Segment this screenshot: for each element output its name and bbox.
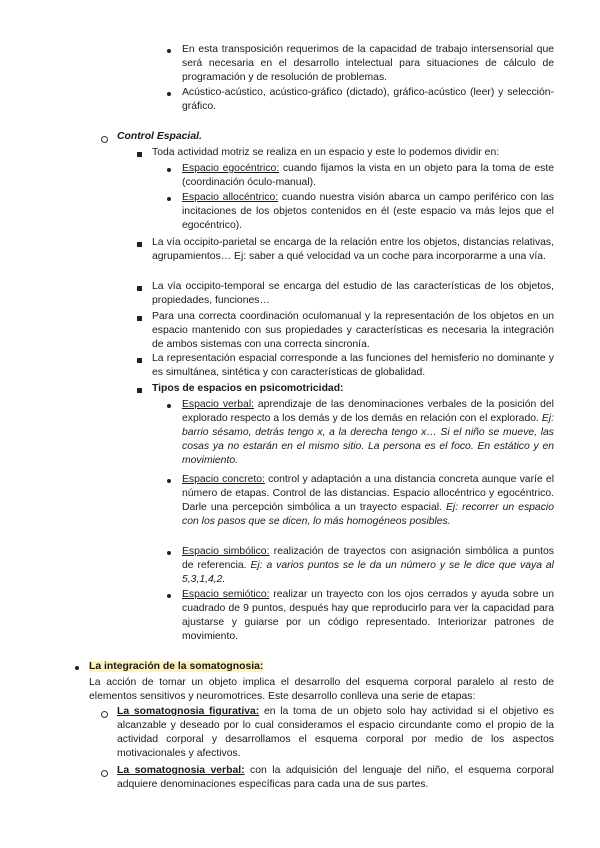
paragraph: La acción de tomar un objeto implica el desarrollo del esquema corporal paralelo al resto de elementos sensitivos y neuromotrices. Este desarrollo conlleva una serie de etapas: — [89, 677, 554, 702]
bullet-dot-icon — [167, 197, 171, 201]
bullet-dot-icon — [167, 168, 171, 172]
bullet-dot-icon — [167, 551, 171, 555]
list-item: Espacio semiótico: realizar un trayecto con los ojos cerrados y ayuda sobre un cuadrado de 9 puntos, después hay que reproducirlo para ver la capacidad para ajustarse y guiarse por un código representado. Interiorizar patrones de movimiento. — [182, 589, 554, 642]
list-item: La somatognosia verbal: con la adquisición del lenguaje del niño, el esquema corporal adquiere denominaciones específicas para cada una de sus partes. — [117, 765, 554, 790]
bullet-dot-icon — [167, 594, 171, 598]
bullet-square-icon — [137, 152, 142, 157]
bullet-square-icon — [137, 286, 142, 291]
list-item: En esta transposición requerimos de la capacidad de trabajo intersensorial que será necesaria en el desarrollo intelectual para situaciones de cálculo de programación y de resolución de problemas. — [182, 44, 554, 83]
list-item: Espacio simbólico: realización de trayectos con asignación simbólica a puntos de referencia. Ej: a varios puntos se le da un número y se le dice que vaya al 5,3,1,4,2. — [182, 546, 554, 585]
bullet-square-icon — [137, 316, 142, 321]
bullet-square-icon — [137, 242, 142, 247]
list-item: Toda actividad motriz se realiza en un espacio y este lo podemos dividir en: — [152, 147, 500, 158]
list-item: La representación espacial corresponde a las funciones del hemisferio no dominante y es simultánea, sintética y con características de globalidad. — [152, 353, 554, 378]
bullet-circle-icon — [101, 770, 108, 777]
bullet-square-icon — [137, 388, 142, 393]
list-item: Para una correcta coordinación oculomanual y la representación de los objetos en un espacio mantenido con sus propiedades y características es necesaria la integración de ambos sistemas con una correcta sincronía. — [152, 311, 554, 350]
list-item: Espacio egocéntrico: cuando fijamos la vista en un objeto para la toma de este (coordinación óculo-manual). — [182, 163, 554, 188]
bullet-square-icon — [137, 358, 142, 363]
list-item: La vía occipito-parietal se encarga de la relación entre los objetos, distancias relativas, agrupamientos… Ej: saber a qué velocidad va un coche para incorporarme a una vía. — [152, 237, 554, 262]
subsection-title: Tipos de espacios en psicomotricidad: — [152, 383, 344, 394]
list-item: La vía occipito-temporal se encarga del estudio de las características de los objetos, propiedades, funciones… — [152, 281, 554, 306]
bullet-circle-icon — [101, 711, 108, 718]
bullet-dot-icon — [167, 49, 171, 53]
bullet-dot-icon — [75, 666, 79, 670]
bullet-dot-icon — [167, 404, 171, 408]
list-item: Espacio allocéntrico: cuando nuestra visión abarca un campo periférico con las incitaciones de los objetos contenidos en él (este espacio va más lejos que el egocéntrico). — [182, 192, 554, 231]
bullet-dot-icon — [167, 92, 171, 96]
bullet-circle-icon — [101, 136, 108, 143]
section-heading: La integración de la somatognosia: — [89, 661, 264, 672]
bullet-dot-icon — [167, 479, 171, 483]
list-item: Espacio concreto: control y adaptación a una distancia concreta aunque varíe el número de etapas. Control de las distancias. Espacio allocéntrico y egocéntrico. Darle una percepción simbólica a un trayecto espacial. Ej: recorrer un espacio con los pasos que se dicen, lo más homogéneos posibles. — [182, 474, 555, 527]
list-item: Espacio verbal: aprendizaje de las denominaciones verbales de la posición del explorado respecto a los demás y de los demás en relación con el explorado. Ej: barrio sésamo, detrás tengo x, a la derecha tengo x… Si el niño se mueve, las cosas ya no estarán en el mismo sitio. La persona es el foco. En estático y en movimiento. — [182, 399, 554, 466]
list-item: Acústico-acústico, acústico-gráfico (dictado), gráfico-acústico (leer) y selección-gráfico. — [182, 87, 554, 112]
section-title: Control Espacial. — [117, 131, 202, 142]
list-item: La somatognosia figurativa: en la toma de un objeto solo hay actividad si el objetivo es alcanzable y deseado por lo cual consideramos el espacio circundante como el propio de la actividad corporal y desarrollamos el esquema corporal por medio de los aspectos motivacionales y afectivos. — [117, 706, 554, 759]
